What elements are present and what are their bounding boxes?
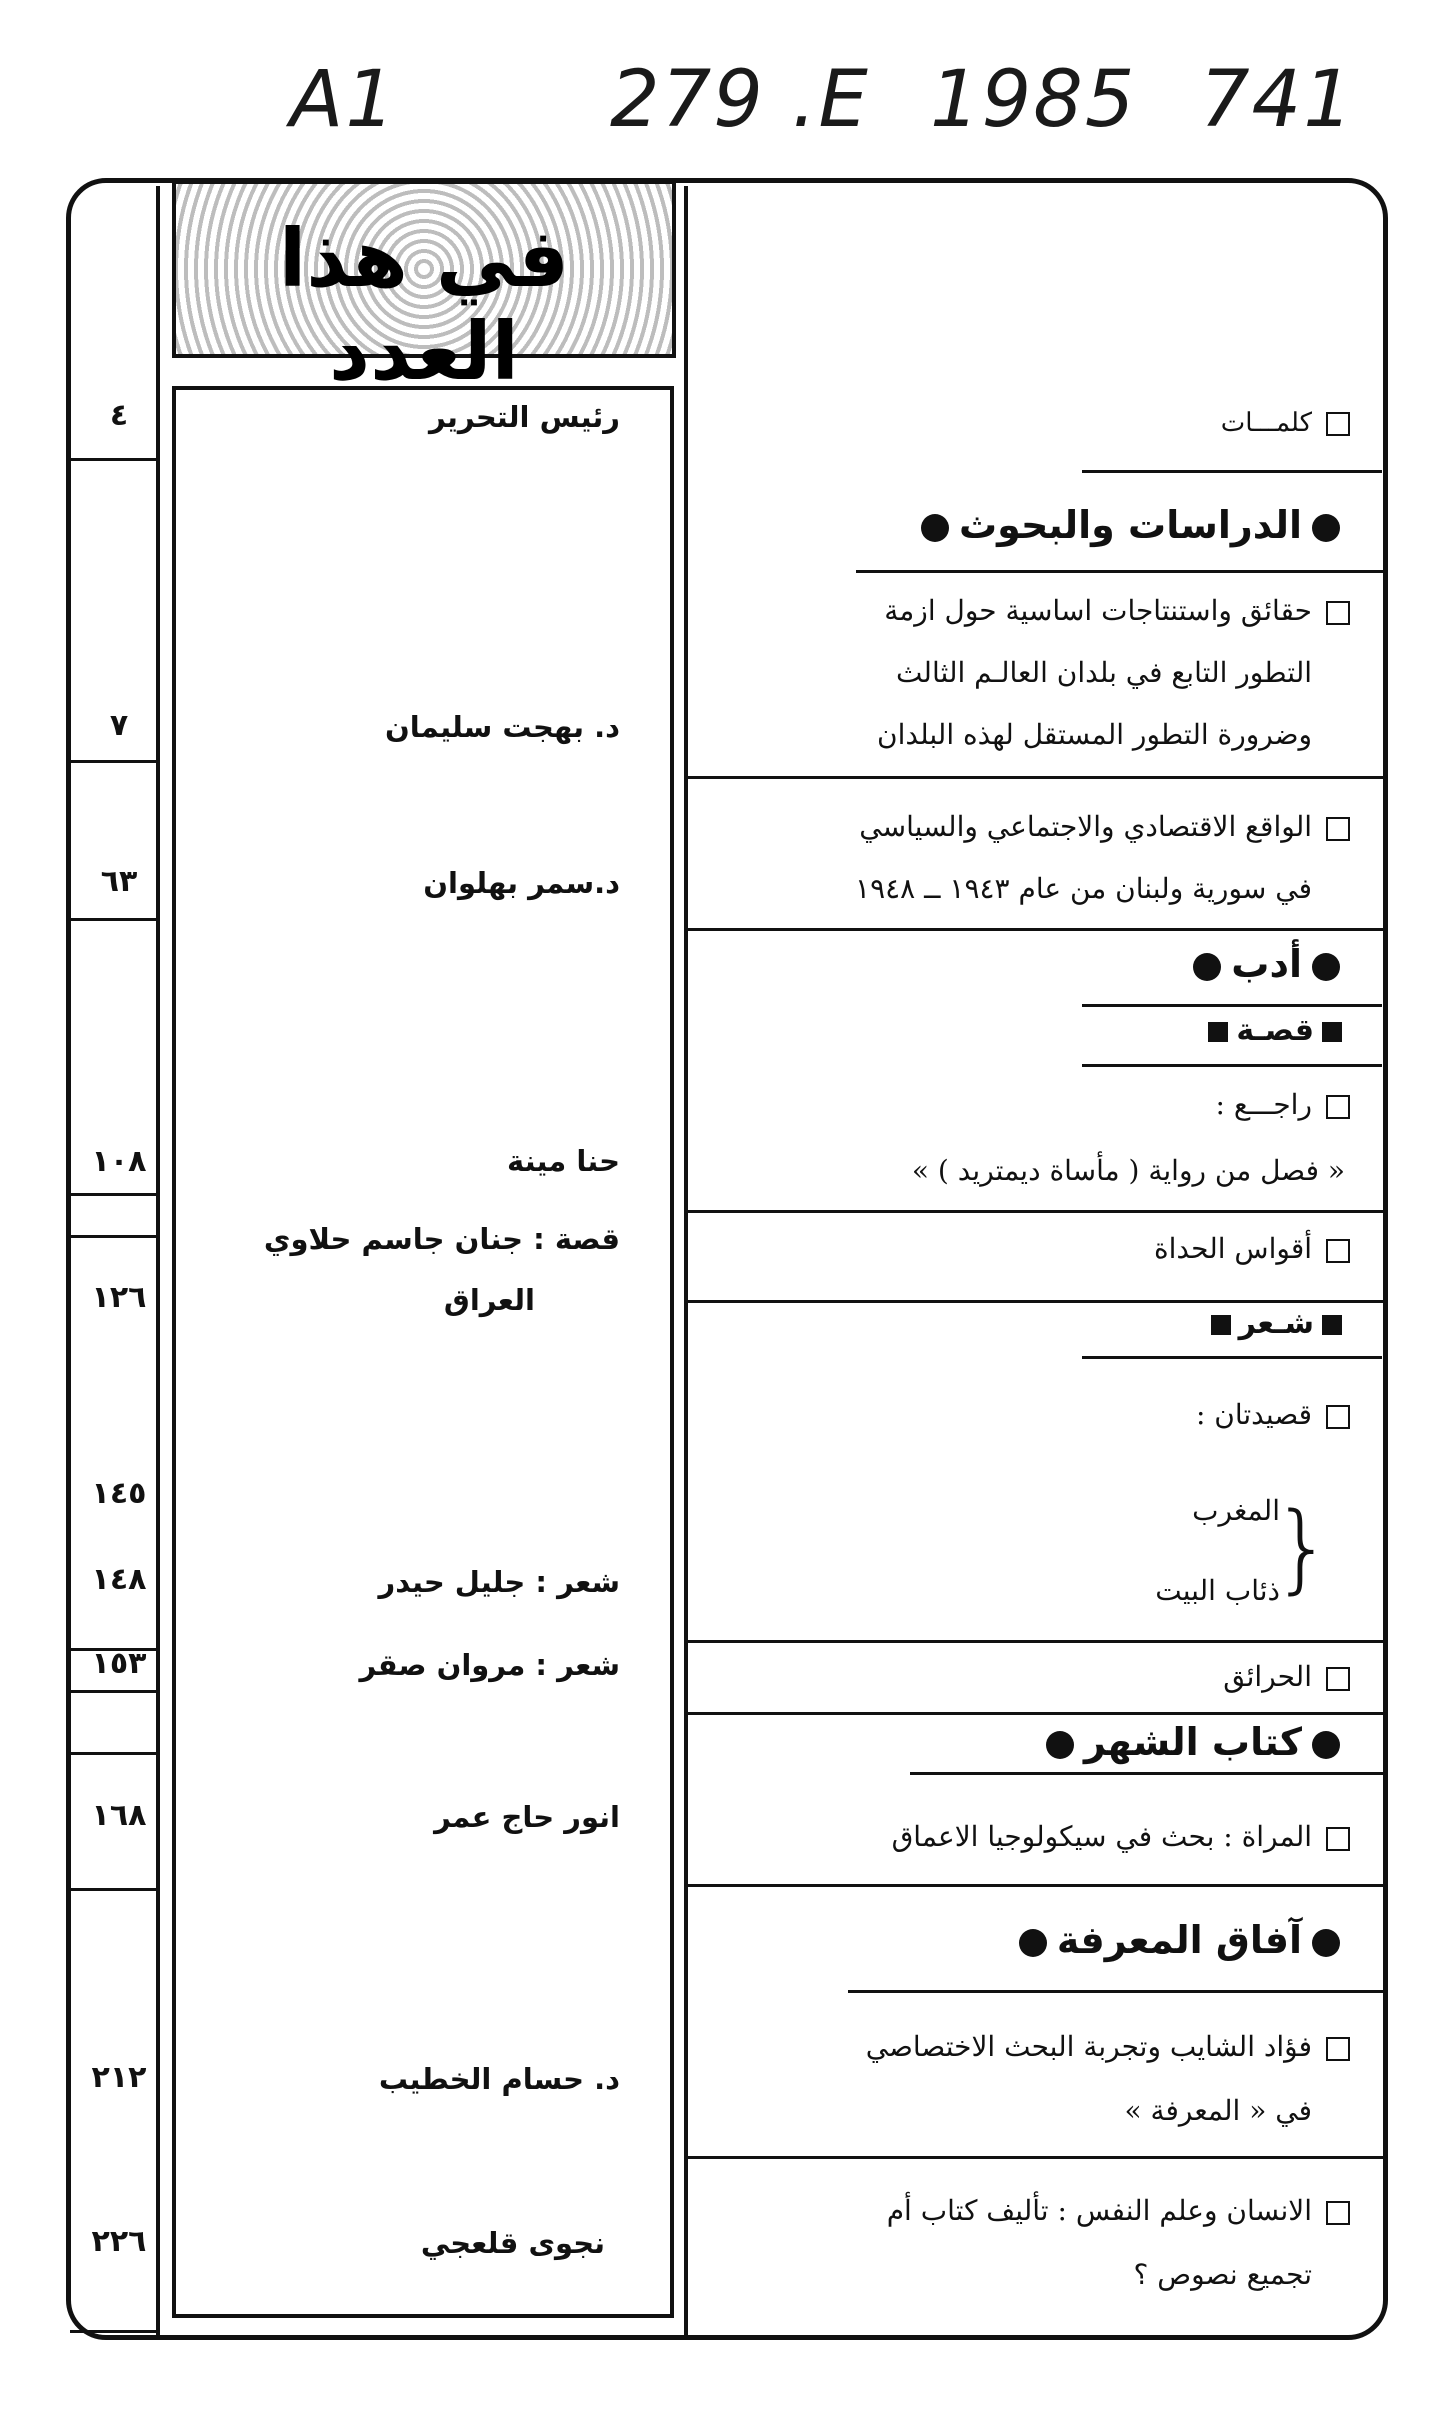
toc-item-mara[interactable]	[892, 1806, 1350, 1868]
rule	[848, 1990, 1386, 1993]
issue-title: في هذا العدد	[278, 212, 570, 398]
toc-item-label: الحرائق	[1223, 1660, 1312, 1693]
toc-item-kalimat[interactable]	[1221, 392, 1350, 454]
handwritten-year: 1985	[930, 55, 1137, 145]
subsection-shier	[1203, 1306, 1350, 1341]
subsection-qissa	[1200, 1013, 1350, 1048]
author-country: العراق	[443, 1283, 535, 1317]
rule	[684, 1712, 1386, 1715]
subsection-label: شـعر	[1238, 1306, 1314, 1341]
page-row-divider	[70, 1235, 156, 1238]
handwritten-ref-right: 741	[1200, 55, 1355, 145]
author: حنا مينة	[507, 1144, 620, 1178]
toc-item-label: أقواس الحداة	[1153, 1232, 1312, 1265]
toc-item-label: كلمـــات	[1220, 408, 1312, 438]
page-number: ١٠٨	[91, 1144, 147, 1179]
rule	[1082, 1004, 1382, 1007]
page-row-divider	[70, 1193, 156, 1196]
checkbox-icon	[1326, 2201, 1350, 2225]
bullet-icon	[1193, 953, 1221, 981]
toc-item-label: المراة : بحث في سيكولوجيا الاعماق	[891, 1820, 1312, 1853]
page-row-divider	[70, 1888, 156, 1891]
rule	[1082, 1356, 1382, 1359]
toc-item-article[interactable]	[859, 796, 1350, 858]
checkbox-icon	[1326, 1405, 1350, 1429]
author-editor: رئيس التحرير	[428, 400, 620, 434]
checkbox-icon	[1326, 601, 1350, 625]
rule	[1082, 1064, 1382, 1067]
checkbox-icon	[1326, 817, 1350, 841]
rule	[684, 1884, 1386, 1887]
page-number: ١٤٨	[91, 1562, 147, 1597]
page-column-divider	[156, 186, 160, 2336]
section-label: كتاب الشهر	[1084, 1720, 1302, 1764]
toc-item-haraiq[interactable]	[1223, 1646, 1350, 1708]
toc-item-rajea[interactable]	[1216, 1074, 1350, 1136]
rule	[856, 570, 1386, 573]
brace-icon: }	[1272, 1492, 1334, 1604]
checkbox-icon	[1326, 1827, 1350, 1851]
section-label: الدراسات والبحوث	[958, 503, 1302, 547]
page-number: ١٢٦	[91, 1280, 147, 1315]
toc-item-aqwas[interactable]	[1154, 1218, 1350, 1280]
section-adab	[1183, 942, 1350, 986]
square-bullet-icon	[1322, 1022, 1342, 1042]
bullet-icon	[1312, 953, 1340, 981]
toc-item-article-cont: في سورية ولبنان من عام ١٩٤٣ ــ ١٩٤٨	[855, 872, 1312, 905]
rule	[684, 1300, 1386, 1303]
poem-title: المغرب	[1192, 1494, 1280, 1527]
rule	[684, 928, 1386, 931]
toc-item-subtitle: « فصل من رواية ( مأساة ديمتريد ) »	[911, 1154, 1345, 1187]
bullet-icon	[1019, 1929, 1047, 1957]
section-label: آفاق المعرفة	[1056, 1918, 1302, 1962]
toc-item-label: قصيدتان :	[1195, 1398, 1312, 1431]
poem-title: ذئاب البيت	[1155, 1574, 1280, 1607]
page-row-divider	[70, 760, 156, 763]
square-bullet-icon	[1208, 1022, 1228, 1042]
square-bullet-icon	[1322, 1315, 1342, 1335]
toc-item-line: فؤاد الشايب وتجربة البحث الاختصاصي	[865, 2030, 1312, 2063]
bullet-icon	[921, 514, 949, 542]
checkbox-icon	[1326, 2037, 1350, 2061]
section-label: أدب	[1231, 942, 1302, 986]
author: نجوى قلعجي	[420, 2226, 605, 2260]
section-studies	[911, 503, 1350, 547]
author: د.سمر بهلوان	[423, 866, 620, 900]
author: انور حاج عمر	[434, 1800, 620, 1834]
issue-title-box	[172, 180, 676, 398]
toc-item-article[interactable]	[884, 580, 1350, 642]
author: شعر : مروان صقر	[359, 1648, 620, 1682]
rule	[684, 1640, 1386, 1643]
bullet-icon	[1046, 1731, 1074, 1759]
rule	[910, 1772, 1386, 1775]
section-afaq	[1009, 1918, 1350, 1962]
page-row-divider	[70, 1752, 156, 1755]
rule	[1082, 470, 1382, 473]
page-number: ٧	[109, 708, 129, 743]
subsection-label: قصـة	[1236, 1013, 1314, 1048]
page-number: ٦٣	[100, 864, 138, 899]
toc-item-label: راجـــع :	[1215, 1088, 1312, 1121]
square-bullet-icon	[1211, 1315, 1231, 1335]
handwritten-ref-middle: 279 .E	[610, 55, 870, 145]
author: د. حسام الخطيب	[378, 2062, 620, 2096]
bullet-icon	[1312, 514, 1340, 542]
toc-item-line: الانسان وعلم النفس : تأليف كتاب أم	[886, 2194, 1312, 2227]
section-kitab	[1036, 1720, 1350, 1764]
toc-item-insan[interactable]	[887, 2180, 1350, 2242]
page-number: ٢٢٦	[91, 2224, 147, 2259]
toc-item-qasidatan[interactable]	[1196, 1384, 1350, 1446]
page-number: ١٥٣	[91, 1646, 147, 1681]
checkbox-icon	[1326, 412, 1350, 436]
checkbox-icon	[1326, 1095, 1350, 1119]
checkbox-icon	[1326, 1667, 1350, 1691]
rule	[684, 2156, 1386, 2159]
page-row-divider	[70, 918, 156, 921]
bullet-icon	[1312, 1731, 1340, 1759]
page-number: ١٦٨	[91, 1798, 147, 1833]
toc-item-line: حقائق واستنتاجات اساسية حول ازمة	[884, 594, 1312, 627]
page-number: ٢١٢	[91, 2060, 147, 2095]
rule	[684, 776, 1386, 779]
checkbox-icon	[1326, 1239, 1350, 1263]
contents-column-divider	[684, 186, 688, 2336]
author: قصة : جنان جاسم حلاوي	[263, 1222, 620, 1256]
toc-item-article-cont: وضرورة التطور المستقل لهذه البلدان	[877, 718, 1312, 751]
toc-item-insan-cont: تجميع نصوص ؟	[1133, 2258, 1312, 2291]
authors-panel	[172, 386, 674, 2318]
page-number: ٤	[109, 398, 129, 433]
toc-item-line: الواقع الاقتصادي والاجتماعي والسياسي	[859, 810, 1312, 843]
handwritten-ref-left: A1	[290, 55, 397, 145]
rule	[684, 1210, 1386, 1213]
author: د. بهجت سليمان	[384, 710, 620, 744]
page-row-divider	[70, 1690, 156, 1693]
page-row-divider	[70, 458, 156, 461]
author: شعر : جليل حيدر	[378, 1565, 620, 1599]
page-number: ١٤٥	[91, 1476, 147, 1511]
toc-item-fuad[interactable]	[866, 2016, 1350, 2078]
toc-item-fuad-cont: في « المعرفة »	[1124, 2094, 1312, 2127]
page-row-divider	[70, 2330, 156, 2333]
bullet-icon	[1312, 1929, 1340, 1957]
toc-item-article-cont: التطور التابع في بلدان العالـم الثالث	[895, 656, 1312, 689]
